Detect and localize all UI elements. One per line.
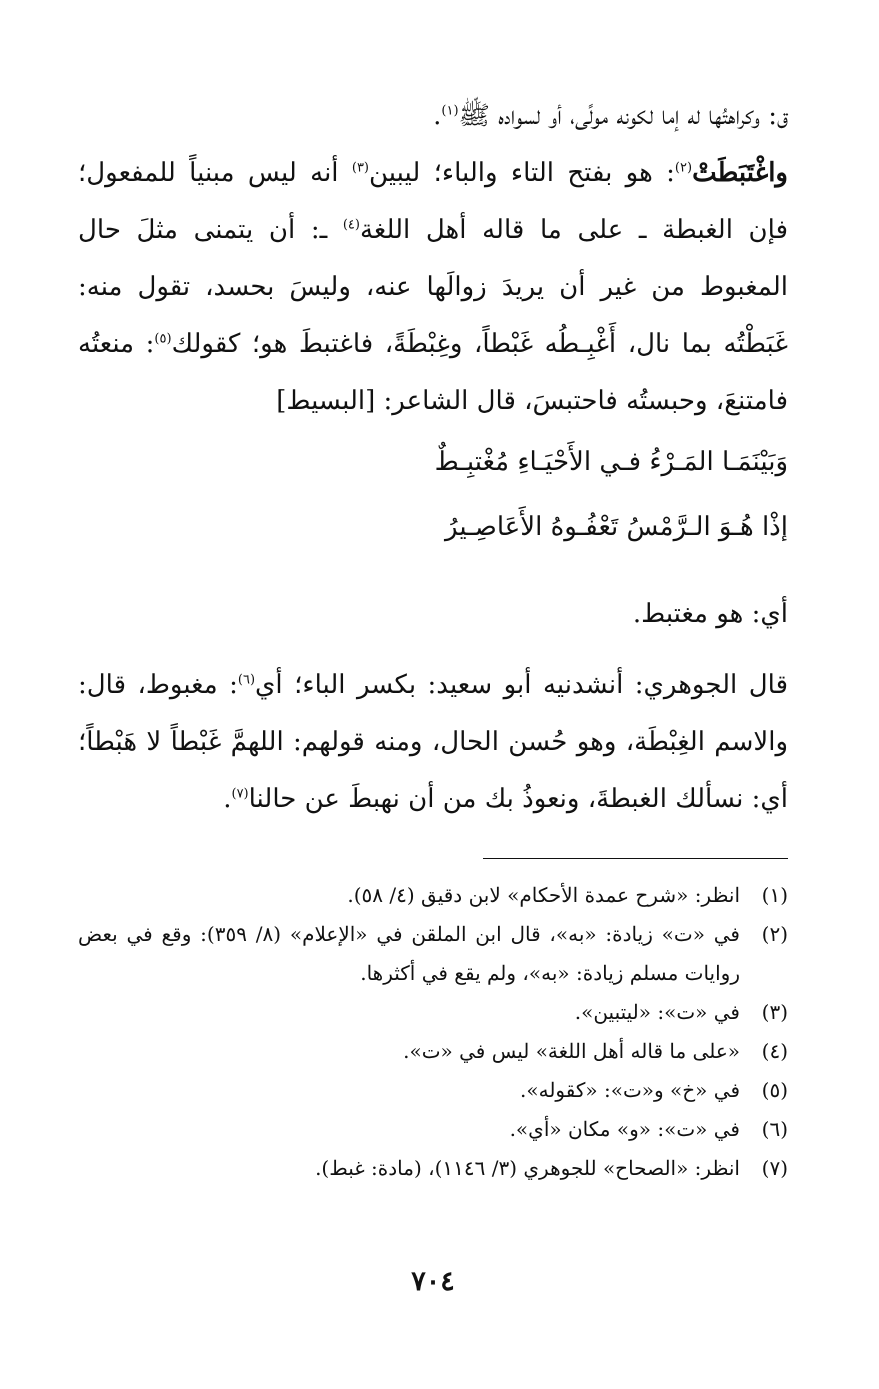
verse-hemistich-1: وَبَيْنَمَـا المَـرْءُ فـي الأَحْيَـاءِ مُغْتبِـطٌ: [434, 447, 788, 477]
footnote-ref: (٧): [231, 786, 249, 802]
paragraph-2: [78, 145, 788, 430]
footnote-number: (٣): [761, 1000, 788, 1024]
footnote-ref: (٣): [351, 160, 369, 176]
main-text: [78, 88, 788, 828]
text-span: ق: وكراهتُها له إما لكونه مولًى، أو لسواده ﷺ: [458, 101, 788, 131]
text-span: .: [433, 101, 442, 131]
footnote-text: في «خ» و«ت»: «كقوله».: [520, 1078, 740, 1102]
footnote-text: «على ما قاله أهل اللغة» ليس في «ت».: [403, 1039, 740, 1063]
footnote-number: (٧): [761, 1156, 788, 1180]
footnote-separator: [483, 858, 788, 859]
footnote-6: [78, 1110, 788, 1149]
footnote-2: [78, 915, 788, 993]
book-page: [78, 88, 788, 1328]
footnote-3: [78, 993, 788, 1032]
footnote-text: انظر: «شرح عمدة الأحكام» لابن دقيق (٤/ ٥٨).: [347, 883, 740, 907]
footnote-ref: (٦): [237, 672, 256, 688]
text-span: : مغبوط، قال: والاسم الغِبْطَة، وهو حُسن الحال، ومنه قولهم: اللهمَّ غَبْطاً لا هَبْطاً؛ أي: نسألك الغبطةَ، ونعوذُ بك من أن نهبطَ عن حالنا: [78, 670, 788, 814]
footnote-ref: (٤): [342, 217, 360, 233]
paragraph-1: [78, 88, 788, 145]
page-number: ٧٠٤: [411, 1266, 455, 1297]
footnote-5: [78, 1071, 788, 1110]
footnote-ref: (٥): [154, 331, 172, 347]
paragraph-3: [78, 657, 788, 828]
headword: واغْتَبَطَتْ: [692, 158, 788, 188]
text-span: : هو بفتح التاء والباء؛ ليبين: [369, 158, 675, 188]
verse-hemistich-2: إذْا هُـوَ الـرَّمْسُ تَعْفُـوهُ الأَعَاصِـيرُ: [444, 512, 788, 542]
footnote-number: (٢): [761, 922, 788, 946]
footnote-text: في «ت» زيادة: «به»، قال ابن الملقن في «الإعلام» (٨/ ٣٥٩): وقع في بعض روايات مسلم زيادة: «به»، ولم يقع في أكثرها.: [78, 922, 740, 985]
text-span: : منعتُه فامتنعَ، وحبستُه فاحتبسَ، قال الشاعر: [البسيط]: [78, 329, 788, 416]
footnotes: [78, 876, 788, 1188]
footnote-4: [78, 1032, 788, 1071]
footnote-ref: (٢): [674, 160, 693, 176]
text-span: .: [223, 784, 232, 814]
footnote-text: انظر: «الصحاح» للجوهري (٣/ ١١٤٦)، (مادة: غبط).: [315, 1156, 740, 1180]
footnote-number: (٤): [761, 1039, 788, 1063]
footnote-number: (١): [761, 883, 788, 907]
text-span: أنه ليس مبنياً للمفعول؛ فإن الغبطة ـ على ما قاله أهل اللغة: [78, 158, 788, 245]
text-span: ـ: أن يتمنى مثلَ حال المغبوط من غير أن يريدَ زوالَها عنه، وليسَ بحسد، تقول منه: غَبَطْتُه بما نال، أَغْبِـطُه غَبْطاً، وغِبْطَةً، فاغتبطَ هو؛ كقولك: [78, 215, 788, 359]
paragraph-explanation: أي: هو مغتبط.: [632, 599, 788, 629]
footnote-text: في «ت»: «و» مكان «أي».: [509, 1117, 740, 1141]
footnote-number: (٦): [761, 1117, 788, 1141]
footnote-7: [78, 1149, 788, 1188]
footnote-number: (٥): [761, 1078, 788, 1102]
footnote-ref: (١): [441, 103, 459, 119]
footnote-text: في «ت»: «ليتبين».: [574, 1000, 740, 1024]
text-span: قال الجوهري: أنشدنيه أبو سعيد: بكسر الباء؛ أي: [255, 670, 788, 700]
footnote-1: [78, 876, 788, 915]
